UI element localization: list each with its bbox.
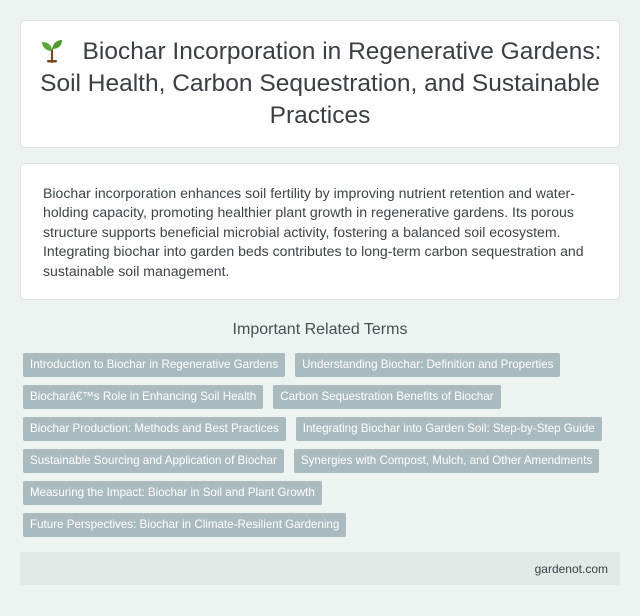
term-tag-carbon-sequestration[interactable]: Carbon Sequestration Benefits of Biochar — [273, 385, 500, 409]
term-tag-soil-health[interactable]: Biocharâ€™s Role in Enhancing Soil Health — [23, 385, 263, 409]
sprout-icon — [39, 37, 65, 63]
related-terms-list — [23, 353, 623, 537]
term-tag-introduction[interactable]: Introduction to Biochar in Regenerative Gardens — [23, 353, 285, 377]
term-tag-measuring[interactable]: Measuring the Impact: Biochar in Soil and Plant Growth — [23, 481, 322, 505]
intro-card — [20, 163, 620, 300]
page-title — [37, 36, 603, 132]
term-tag-sourcing[interactable]: Sustainable Sourcing and Application of Biochar — [23, 449, 284, 473]
footer — [20, 552, 620, 585]
related-terms-heading: Important Related Terms — [232, 321, 408, 338]
term-tag-integrating[interactable]: Integrating Biochar into Garden Soil: Step-by-Step Guide — [296, 417, 602, 441]
footer-site[interactable]: gardenot.com — [534, 561, 608, 576]
title-card — [20, 20, 620, 148]
term-tag-production[interactable]: Biochar Production: Methods and Best Practices — [23, 417, 286, 441]
term-tag-understanding[interactable]: Understanding Biochar: Definition and Properties — [295, 353, 560, 377]
intro-paragraph: Biochar incorporation enhances soil fertility by improving nutrient retention and water-holding capacity, promoting healthier plant growth in regenerative gardens. Its porous structure supports beneficial microbial activity, fostering a balanced soil ecosystem. Integrating biochar into garden beds contributes to long-term carbon sequestration and sustainable soil management. — [43, 185, 584, 279]
term-tag-synergies[interactable]: Synergies with Compost, Mulch, and Other Amendments — [294, 449, 599, 473]
term-tag-future[interactable]: Future Perspectives: Biochar in Climate-Resilient Gardening — [23, 513, 346, 537]
page-title-text: Biochar Incorporation in Regenerative Gardens: Soil Health, Carbon Sequestration, and Sustainable Practices — [40, 38, 602, 129]
